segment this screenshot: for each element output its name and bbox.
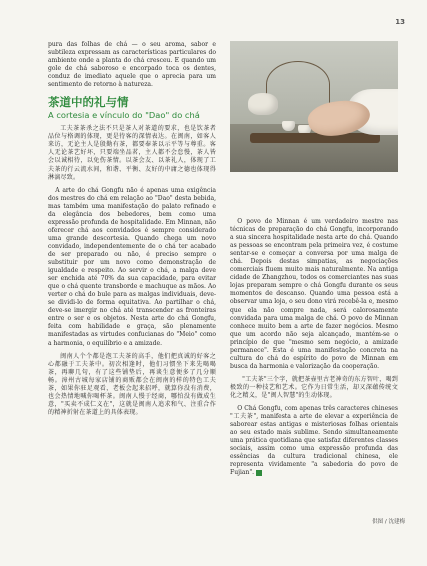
paragraph-zh-2: 闽南人个个都是泡工夫茶的高手，他们把真诚的好客之心都融于工夫茶中。初次相逢时，他们习惯坐下来先喝喝茶，再聊几句，有了这些铺垫后，再谈生意便多了几分顺畅。漳州古城每家店铺的商贩都会在闽南的样的特色工夫茶，如果你驻足观看，老板会起来招呼，就算你没有消费，也会热情地喊你喝杯茶。闽南人慢于经商，哪怕没有做成生意，"买卖不成仁义在"，这就是闽南人追求和气、注重合作的精神折射在茶道上的具体表现。	[48, 352, 216, 416]
photo-tray	[250, 133, 380, 143]
intro-paragraph-pt: pura das folhas de chá — o seu aroma, sabor e subtileza expressam as características particulares do ambiente onde a planta do chá cresceu. E quando um gole de chá saboroso e encorpado toca os dentes, conduz de imediato aquele que o aprecia para um sentimento de retorno à natureza.	[48, 41, 216, 89]
end-mark-icon	[256, 470, 262, 476]
section-title-zh: 茶道中的礼与情	[48, 95, 129, 110]
paragraph-pt-right-1: O povo de Minnan é um verdadeiro mestre nas técnicas de preparação do chá Gongfu, incorporando a sua sincera hospitalidade nesta arte do chá. Quando as pessoas se encontram pela primeira vez, é costume sentar-se e começar a conversa por uma malga de chá. Depois destas simpatias, as negociações comerciais fluem muito mais naturalmente. Na antiga cidade de Zhangzhou, todos os comerciantes nas suas lojas preparam sempre o chá Gongfu durante os seus momentos de descanso. Quando uma pessoa está a observar uma loja, o seu dono virá recebê-la e, mesmo que ela não compre nada, será calorosamente convidada para uma malga de chá. O povo de Minnan conhece muito bem a arte de fazer negócios. Mesmo que um acordo não seja alcançado, mantém-se o princípio de que "mesmo sem negócio, a amizade permanece". Esta é uma manifestação concreta na cultura do chá do espírito do povo de Minnan em busca da harmonia e valorização da cooperação.	[230, 218, 398, 370]
paragraph-zh-right-1: "工夫茶"三个字，就把茶壶里古老神奇的东方智叶，喝到极致的一种技艺和艺术。它作为日常生活，却又深蕴传统文化之精义，是"闽人智慧"的生动体现。	[230, 375, 398, 399]
paragraph-zh-1: 工夫茶茶杀之法不只是茶人对茶道的要求，也是饮茶者品位与格调的体现，更是待客的深情表达。在闽南，如客人来访，无论主人是殷勤有茶，都要奉茶以示平等与尊重。客人无论茶艺好坏，只要端坐品茗，主人都不会怠慢，茶人皆会以诚相待，以免伤茶情。以茶会友、以茶礼人，体现了工夫茶的行云流水间，和谐、平衡、友好的中庸之德也体现得淋漓尽致。	[48, 125, 216, 181]
paragraph-pt-right-2	[230, 405, 398, 477]
section-title-pt: A cortesia e vínculo do "Dao" do chá	[48, 110, 200, 121]
paragraph-pt-right-2-text: O Chá Gongfu, com apenas três caracteres chineses "工夫茶", manifesta a arte de elevar a experiência de saborear estas antigas e misteriosas folhas orientais ao seu estado mais sublime. Sendo simultaneamente uma prática quotidiana que satisfaz diferentes classes sociais, assim como uma expressão profunda das essências da cultura tradicional chinesa, ele representa vividamente "a sabedoria do povo de Fujian".	[230, 405, 398, 477]
right-column	[230, 41, 398, 482]
paragraph-pt-1: A arte do chá Gongfu não é apenas uma exigência dos mestres do chá em relação ao "Dao" desta bebida, mas também uma manifestação do palato refinado e da elegância dos bebedores, bem como uma expressão profunda de hospitalidade. Em Minnan, não oferecer chá aos convidados é sempre considerado uma grande descortesia. Quando chega um novo convidado, independentemente de o chá ter acabado de ser preparado ou não, é preciso sempre o substituir por um novo como demonstração de igualdade e respeito. Ao servir o chá, a malga deve ser enchida até 70% da sua capacidade, para evitar que o chá quente transborde e machuque as mãos. Ao verter o chá do bule para as malgas individuais, deve-se dividi-lo de forma equitativa. Ao partilhar o chá, deve-se imergir no chá até transcender as fronteiras entre o ser e os objetos. Nesta arte do chá Gongfu, feita com habilidade e graça, são plenamente manifestadas as virtudes confucianas do "Meio" como a harmonia, o equilíbrio e a amizade.	[48, 186, 216, 347]
left-column	[48, 41, 216, 422]
page-number: 13	[395, 18, 405, 26]
tea-ceremony-photo	[230, 41, 398, 172]
photo-credit: 供图 / 沈建梅	[372, 519, 405, 525]
photo-teapot	[248, 93, 278, 115]
